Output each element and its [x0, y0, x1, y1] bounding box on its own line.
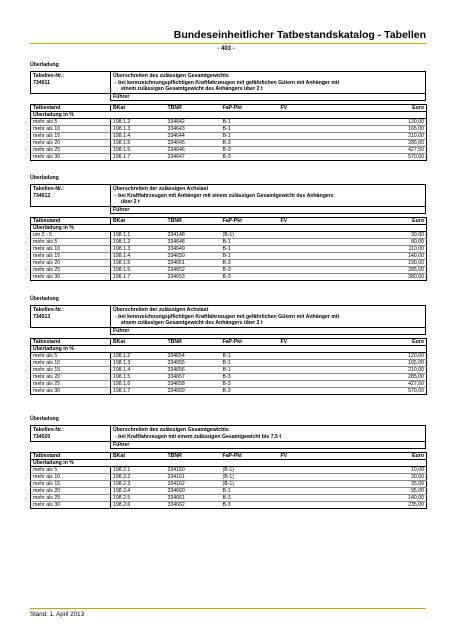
table-cell: 198.2.4 — [111, 487, 166, 494]
overload-percent-label: Überladung in % — [31, 346, 427, 353]
table-cell: 380,00 — [333, 274, 427, 281]
table-row — [31, 126, 427, 133]
column-header: FV — [279, 218, 333, 225]
column-header: FV — [279, 105, 333, 112]
table-cell: 198.1.4 — [111, 253, 166, 260]
footer-date: Stand: 1. April 2013 — [30, 611, 85, 618]
table-cell — [279, 246, 333, 253]
table-row — [31, 133, 427, 140]
table-row — [31, 494, 427, 501]
table-cell: B-3 — [221, 154, 279, 161]
catalog-section — [30, 296, 426, 395]
table-cell: mehr als 20 — [31, 487, 111, 494]
table-cell: B-3 — [221, 501, 279, 508]
table-row — [31, 119, 427, 126]
table-row — [31, 274, 427, 281]
table-cell: mehr als 5 — [31, 353, 111, 360]
table-cell — [279, 119, 333, 126]
subheader-row — [31, 459, 427, 466]
table-cell — [279, 133, 333, 140]
table-cell: mehr als 25 — [31, 147, 111, 154]
table-cell: 334642 — [166, 119, 221, 126]
table-cell: 165,00 — [333, 126, 427, 133]
column-header: TBNR — [166, 218, 221, 225]
offense-title: Überschreiten der zulässigen Achslast — [113, 186, 209, 193]
table-cell: 120,00 — [333, 119, 427, 126]
table-cell: 334652 — [166, 267, 221, 274]
section-heading: Überladung — [30, 175, 59, 181]
driver-label: Führer — [110, 328, 426, 335]
table-number-label — [31, 185, 111, 206]
table-cell — [279, 147, 333, 154]
footer-rule — [30, 608, 426, 609]
table-cell: mehr als 30 — [31, 501, 111, 508]
table-row — [31, 147, 427, 154]
table-cell: mehr als 15 — [31, 367, 111, 374]
offense-detail-line: einem zulässigen Gesamtgewicht des Anhängers über 2 t — [121, 319, 263, 326]
table-row — [31, 381, 427, 388]
table-number-caption: Tabellen-Nr.: — [33, 307, 65, 314]
table-cell — [279, 232, 333, 239]
table-cell: 334660 — [166, 487, 221, 494]
table-number-label — [31, 306, 111, 327]
table-cell — [279, 388, 333, 395]
table-cell: B-3 — [221, 140, 279, 147]
table-cell: B-1 — [221, 119, 279, 126]
table-cell: 334161 — [166, 473, 221, 480]
table-cell: 198.1.4 — [111, 367, 166, 374]
table-row — [31, 473, 427, 480]
table-cell: 140,00 — [333, 494, 427, 501]
table-cell: mehr als 30 — [31, 388, 111, 395]
table-cell: (B-1) — [221, 480, 279, 487]
table-cell: 334645 — [166, 140, 221, 147]
table-number: 734020 — [33, 433, 51, 440]
column-header: BKat — [111, 218, 166, 225]
table-cell: 198.2.3 — [111, 480, 166, 487]
document-title: Bundeseinheitlicher Tatbestandskatalog - Tabellen — [173, 29, 426, 41]
table-cell — [279, 367, 333, 374]
table-cell: mehr als 5 — [31, 239, 111, 246]
table-cell: 110,00 — [333, 246, 427, 253]
table-cell: (B-1) — [221, 473, 279, 480]
table-cell: 198.1.7 — [111, 154, 166, 161]
table-cell: 198.1.2 — [111, 353, 166, 360]
table-number-caption: Tabellen-Nr.: — [33, 73, 65, 80]
table-cell — [279, 381, 333, 388]
table-cell: 334160 — [166, 466, 221, 473]
table-cell: 190,00 — [333, 260, 427, 267]
table-cell: 427,50 — [333, 147, 427, 154]
table-cell — [279, 466, 333, 473]
column-header: TBNR — [166, 339, 221, 346]
table-cell — [279, 154, 333, 161]
table-number-caption: Tabellen-Nr.: — [33, 186, 65, 193]
catalog-section — [30, 175, 426, 281]
table-cell: mehr als 25 — [31, 381, 111, 388]
table-row — [31, 353, 427, 360]
table-cell: 334654 — [166, 353, 221, 360]
driver-label: Führer — [110, 94, 426, 101]
table-number-caption: Tabellen-Nr.: — [33, 427, 65, 434]
table-cell: 570,00 — [333, 154, 427, 161]
table-cell: mehr als 15 — [31, 253, 111, 260]
table-cell: um 2 - 5 — [31, 232, 111, 239]
column-header: FaP-Pkt — [221, 105, 279, 112]
table-cell: mehr als 15 — [31, 133, 111, 140]
table-header-row — [31, 452, 427, 459]
table-number: 734013 — [33, 313, 51, 320]
table-cell: 210,00 — [333, 133, 427, 140]
fine-table — [30, 104, 427, 161]
table-cell: mehr als 20 — [31, 140, 111, 147]
table-cell: mehr als 20 — [31, 374, 111, 381]
offense-description — [111, 426, 425, 441]
column-header: Euro — [333, 105, 427, 112]
table-cell — [279, 253, 333, 260]
table-cell: 30,00 — [333, 473, 427, 480]
table-cell — [279, 501, 333, 508]
offense-description — [111, 306, 425, 327]
table-cell: B-1 — [221, 360, 279, 367]
table-cell — [279, 487, 333, 494]
table-row — [31, 246, 427, 253]
table-cell: 198.1.2 — [111, 239, 166, 246]
table-cell: 334661 — [166, 494, 221, 501]
table-number-box — [30, 71, 426, 94]
table-cell: 334643 — [166, 126, 221, 133]
table-cell: (B-1) — [221, 466, 279, 473]
section-heading: Überladung — [30, 296, 59, 302]
overload-percent-label: Überladung in % — [31, 225, 427, 232]
table-cell: 334648 — [166, 239, 221, 246]
table-cell: 198.1.5 — [111, 140, 166, 147]
table-cell: mehr als 10 — [31, 126, 111, 133]
page-number: - 403 - — [217, 46, 235, 52]
table-number-box — [30, 184, 426, 207]
subheader-row — [31, 112, 427, 119]
overload-percent-label: Überladung in % — [31, 459, 427, 466]
table-row — [31, 253, 427, 260]
offense-detail-line: über 2 t — [121, 198, 140, 205]
table-cell — [279, 140, 333, 147]
table-row — [31, 367, 427, 374]
column-header: Tatbestand — [31, 452, 111, 459]
table-cell — [279, 239, 333, 246]
table-cell: mehr als 5 — [31, 466, 111, 473]
table-cell — [279, 260, 333, 267]
column-header: Euro — [333, 452, 427, 459]
offense-description — [111, 185, 425, 206]
table-cell: mehr als 20 — [31, 260, 111, 267]
table-cell: 95,00 — [333, 487, 427, 494]
table-cell: 334662 — [166, 501, 221, 508]
table-cell: B-3 — [221, 260, 279, 267]
table-row — [31, 154, 427, 161]
driver-label: Führer — [110, 442, 426, 449]
catalog-section — [30, 62, 426, 161]
table-cell: 198.1.6 — [111, 267, 166, 274]
table-cell: 198.1.2 — [111, 119, 166, 126]
table-cell: B-1 — [221, 133, 279, 140]
table-cell — [279, 267, 333, 274]
table-cell: (B-1) — [221, 232, 279, 239]
table-header-row — [31, 339, 427, 346]
offense-title: Überschreiten des zulässigen Gesamtgewichts — [113, 73, 229, 80]
table-cell: 198.1.4 — [111, 133, 166, 140]
table-cell: mehr als 30 — [31, 274, 111, 281]
table-number-box — [30, 305, 426, 328]
table-cell: mehr als 30 — [31, 154, 111, 161]
table-number-label — [31, 72, 111, 93]
table-cell: B-3 — [221, 267, 279, 274]
offense-detail-line: - bei Kraftfahrzeugen mit einem zulässigen Gesamtgewicht bis 7,5 t — [115, 433, 282, 440]
table-cell: B-1 — [221, 253, 279, 260]
table-cell: 198.2.1 — [111, 466, 166, 473]
table-cell: mehr als 25 — [31, 267, 111, 274]
table-cell: B-3 — [221, 374, 279, 381]
table-cell: 210,00 — [333, 367, 427, 374]
table-cell: 334148 — [166, 232, 221, 239]
table-row — [31, 374, 427, 381]
table-cell: mehr als 10 — [31, 246, 111, 253]
table-cell — [279, 274, 333, 281]
column-header: FaP-Pkt — [221, 452, 279, 459]
table-cell: 334658 — [166, 381, 221, 388]
column-header: FaP-Pkt — [221, 339, 279, 346]
offense-description — [111, 72, 425, 93]
table-cell: 285,00 — [333, 374, 427, 381]
table-cell: 80,00 — [333, 239, 427, 246]
table-cell: B-3 — [221, 381, 279, 388]
subheader-row — [31, 346, 427, 353]
table-cell: 30,00 — [333, 232, 427, 239]
table-cell: 334657 — [166, 374, 221, 381]
table-cell: 334650 — [166, 253, 221, 260]
table-cell: mehr als 10 — [31, 473, 111, 480]
table-cell: 334646 — [166, 147, 221, 154]
table-row — [31, 480, 427, 487]
section-heading: Überladung — [30, 62, 59, 68]
table-cell: B-3 — [221, 494, 279, 501]
column-header: Euro — [333, 339, 427, 346]
table-cell: mehr als 5 — [31, 119, 111, 126]
table-cell: 334649 — [166, 246, 221, 253]
table-cell: 235,00 — [333, 501, 427, 508]
table-row — [31, 267, 427, 274]
column-header: BKat — [111, 105, 166, 112]
fine-table — [30, 338, 427, 395]
table-cell: 427,50 — [333, 381, 427, 388]
table-cell: 570,00 — [333, 388, 427, 395]
column-header: TBNR — [166, 105, 221, 112]
table-cell: B-1 — [221, 487, 279, 494]
table-header-row — [31, 105, 427, 112]
table-cell: 198.1.3 — [111, 126, 166, 133]
table-cell: 198.2.2 — [111, 473, 166, 480]
table-header-row — [31, 218, 427, 225]
offense-detail-line: - bei Kraftfahrzeugen mit Anhänger mit einem zulässigen Gesamtgewicht des Anhängers — [115, 192, 334, 199]
overload-percent-label: Überladung in % — [31, 112, 427, 119]
offense-title: Überschreiten des zulässigen Gesamtgewichts — [113, 427, 229, 434]
table-cell: B-1 — [221, 126, 279, 133]
table-cell: 198.1.5 — [111, 374, 166, 381]
table-cell: 334647 — [166, 154, 221, 161]
table-cell — [279, 126, 333, 133]
table-cell: 10,00 — [333, 466, 427, 473]
column-header: Tatbestand — [31, 339, 111, 346]
column-header: FaP-Pkt — [221, 218, 279, 225]
table-cell: 198.1.7 — [111, 388, 166, 395]
table-number-box — [30, 425, 426, 442]
table-cell: 35,00 — [333, 480, 427, 487]
table-cell: 334655 — [166, 360, 221, 367]
column-header: Tatbestand — [31, 105, 111, 112]
table-cell: mehr als 10 — [31, 360, 111, 367]
offense-detail-line: einem zulässigen Gesamtgewicht des Anhängers über 2 t — [121, 85, 263, 92]
table-cell — [279, 360, 333, 367]
column-header: Euro — [333, 218, 427, 225]
table-cell: 198.1.6 — [111, 381, 166, 388]
table-cell: B-1 — [221, 239, 279, 246]
table-cell: 198.1.3 — [111, 246, 166, 253]
table-cell — [279, 353, 333, 360]
table-cell — [279, 480, 333, 487]
table-row — [31, 360, 427, 367]
table-cell — [279, 494, 333, 501]
table-row — [31, 388, 427, 395]
table-cell: 198.2.6 — [111, 501, 166, 508]
offense-title: Überschreiten der zulässigen Achslast — [113, 307, 209, 314]
catalog-section — [30, 416, 426, 509]
table-cell: mehr als 15 — [31, 480, 111, 487]
column-header: FV — [279, 452, 333, 459]
table-cell: 334653 — [166, 274, 221, 281]
offense-detail-line: - bei kennzeichnungspflichtigen Kraftfahrzeugen mit gefährlichen Gütern mit Anhänger mit — [115, 313, 340, 320]
column-header: BKat — [111, 452, 166, 459]
column-header: Tatbestand — [31, 218, 111, 225]
offense-detail-line: - bei kennzeichnungspflichtigen Kraftfahrzeugen mit gefährlichen Gütern mit Anhänger mit — [115, 79, 340, 86]
table-cell: 334656 — [166, 367, 221, 374]
table-row — [31, 501, 427, 508]
table-row — [31, 140, 427, 147]
table-cell: 198.1.6 — [111, 147, 166, 154]
subheader-row — [31, 225, 427, 232]
table-cell: 198.1.5 — [111, 260, 166, 267]
fine-table — [30, 217, 427, 281]
column-header: TBNR — [166, 452, 221, 459]
header-rule — [30, 43, 426, 44]
table-cell: B-3 — [221, 388, 279, 395]
table-cell: B-1 — [221, 353, 279, 360]
table-row — [31, 232, 427, 239]
driver-label: Führer — [110, 207, 426, 214]
table-cell: 165,00 — [333, 360, 427, 367]
table-cell: 198.1.7 — [111, 274, 166, 281]
table-number-label — [31, 426, 111, 441]
section-heading: Überladung — [30, 416, 59, 422]
table-number: 734011 — [33, 79, 51, 86]
table-cell: B-1 — [221, 367, 279, 374]
fine-table — [30, 452, 427, 509]
table-cell: B-3 — [221, 147, 279, 154]
table-cell: B-1 — [221, 246, 279, 253]
column-header: FV — [279, 339, 333, 346]
table-cell: mehr als 25 — [31, 494, 111, 501]
table-number: 734012 — [33, 192, 51, 199]
table-cell: 334659 — [166, 388, 221, 395]
table-cell: 120,00 — [333, 353, 427, 360]
table-cell — [279, 374, 333, 381]
column-header: BKat — [111, 339, 166, 346]
table-cell: 334651 — [166, 260, 221, 267]
table-cell: 334644 — [166, 133, 221, 140]
table-row — [31, 466, 427, 473]
table-cell: 285,00 — [333, 140, 427, 147]
table-cell: 285,00 — [333, 267, 427, 274]
table-cell: 198.1.1 — [111, 232, 166, 239]
table-cell: 198.2.5 — [111, 494, 166, 501]
table-cell: 140,00 — [333, 253, 427, 260]
table-cell: 198.1.3 — [111, 360, 166, 367]
table-row — [31, 260, 427, 267]
table-cell: 334162 — [166, 480, 221, 487]
table-cell — [279, 473, 333, 480]
table-row — [31, 239, 427, 246]
table-row — [31, 487, 427, 494]
table-cell: B-3 — [221, 274, 279, 281]
